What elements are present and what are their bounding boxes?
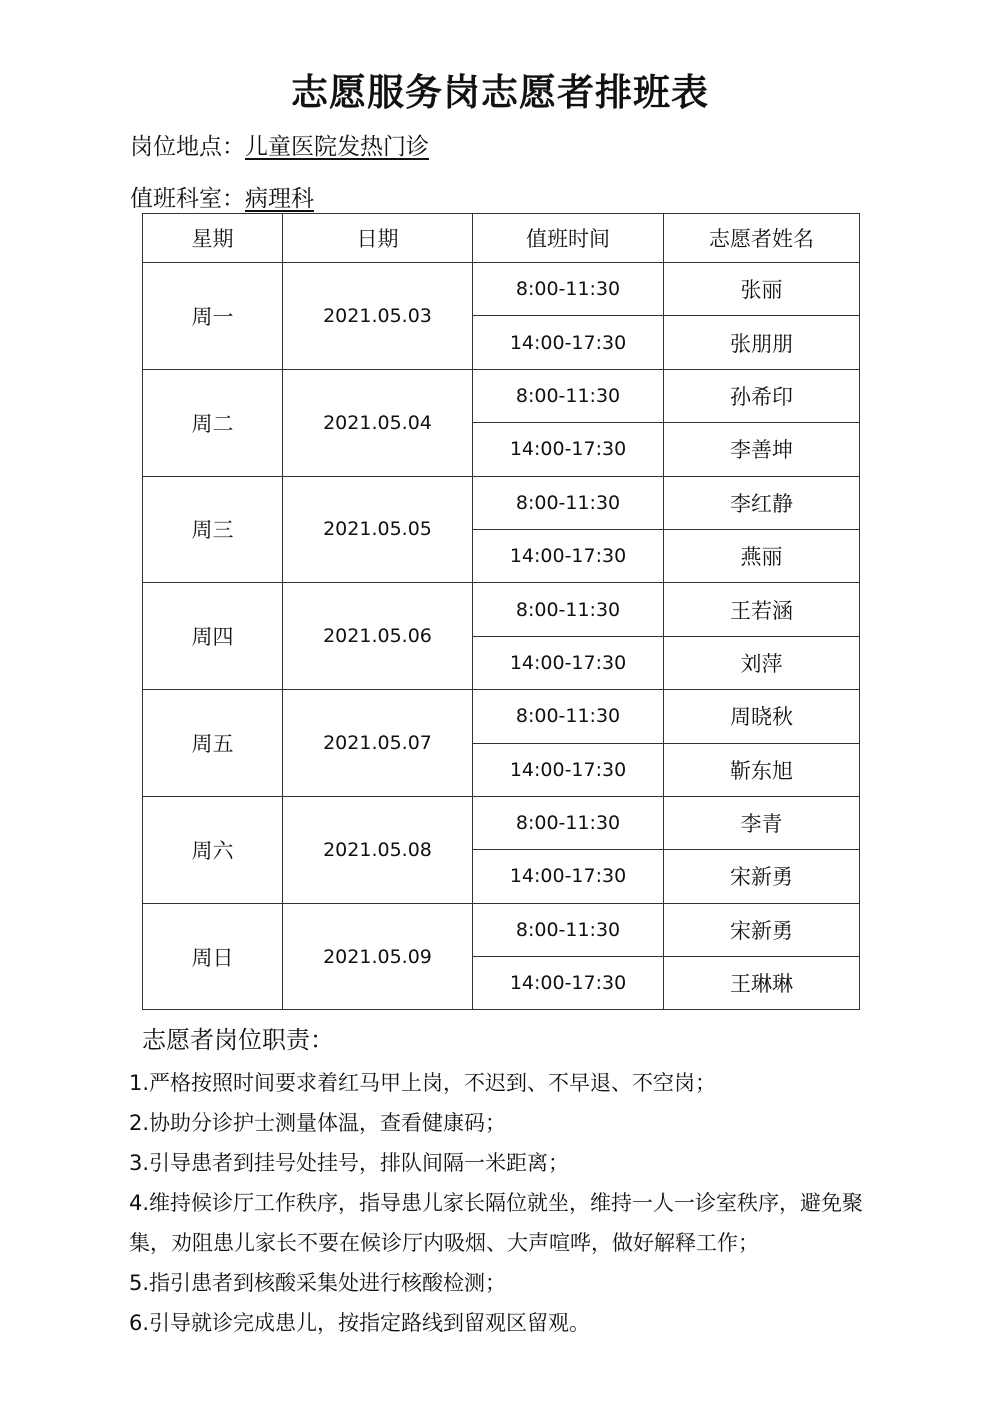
shift-time-cell: 14:00-17:30 xyxy=(473,316,664,369)
weekday-cell: 周日 xyxy=(143,903,283,1010)
volunteer-name-cell: 燕丽 xyxy=(664,529,860,582)
volunteer-name-cell: 李红静 xyxy=(664,476,860,529)
duties-list xyxy=(129,1063,879,1343)
table-header-row xyxy=(143,214,860,263)
duty-text: 协助分诊护士测量体温，查看健康码； xyxy=(149,1111,507,1135)
shift-time-cell: 14:00-17:30 xyxy=(473,423,664,476)
volunteer-name-cell: 张丽 xyxy=(664,263,860,316)
header-shift-time: 值班时间 xyxy=(473,214,664,263)
volunteer-name-cell: 张朋朋 xyxy=(664,316,860,369)
shift-time-cell: 8:00-11:30 xyxy=(473,369,664,422)
date-cell: 2021.05.03 xyxy=(283,263,473,370)
date-cell: 2021.05.06 xyxy=(283,583,473,690)
weekday-cell: 周二 xyxy=(143,369,283,476)
shift-time-cell: 14:00-17:30 xyxy=(473,957,664,1010)
table-row xyxy=(143,690,860,743)
duty-number: 4. xyxy=(129,1191,150,1215)
table-row xyxy=(143,796,860,849)
shift-time-cell: 14:00-17:30 xyxy=(473,636,664,689)
volunteer-name-cell: 宋新勇 xyxy=(664,903,860,956)
volunteer-name-cell: 刘萍 xyxy=(664,636,860,689)
shift-time-cell: 8:00-11:30 xyxy=(473,476,664,529)
weekday-cell: 周三 xyxy=(143,476,283,583)
duty-number: 6. xyxy=(129,1311,150,1335)
duty-text: 指引患者到核酸采集处进行核酸检测； xyxy=(149,1271,507,1295)
schedule-table xyxy=(142,213,860,1010)
weekday-cell: 周四 xyxy=(143,583,283,690)
shift-time-cell: 14:00-17:30 xyxy=(473,850,664,903)
duty-item xyxy=(129,1183,879,1263)
duty-item xyxy=(129,1143,879,1183)
duty-number: 2. xyxy=(129,1111,150,1135)
duty-number: 1. xyxy=(129,1071,150,1095)
shift-time-cell: 8:00-11:30 xyxy=(473,583,664,636)
header-volunteer-name: 志愿者姓名 xyxy=(664,214,860,263)
volunteer-name-cell: 靳东旭 xyxy=(664,743,860,796)
duty-item xyxy=(129,1103,879,1143)
duty-text: 引导患者到挂号处挂号，排队间隔一米距离； xyxy=(149,1151,570,1175)
duty-text: 严格按照时间要求着红马甲上岗，不迟到、不早退、不空岗； xyxy=(149,1071,717,1095)
table-row xyxy=(143,369,860,422)
duty-item xyxy=(129,1303,879,1343)
department-label: 值班科室： xyxy=(130,186,245,212)
location-line xyxy=(130,128,429,161)
duty-text: 引导就诊完成患儿，按指定路线到留观区留观。 xyxy=(149,1311,591,1335)
date-cell: 2021.05.05 xyxy=(283,476,473,583)
date-cell: 2021.05.09 xyxy=(283,903,473,1010)
volunteer-name-cell: 李善坤 xyxy=(664,423,860,476)
volunteer-name-cell: 孙希印 xyxy=(664,369,860,422)
department-value: 病理科 xyxy=(245,186,314,212)
date-cell: 2021.05.08 xyxy=(283,796,473,903)
volunteer-name-cell: 宋新勇 xyxy=(664,850,860,903)
volunteer-name-cell: 王琳琳 xyxy=(664,957,860,1010)
date-cell: 2021.05.07 xyxy=(283,690,473,797)
table-row xyxy=(143,476,860,529)
shift-time-cell: 8:00-11:30 xyxy=(473,263,664,316)
shift-time-cell: 14:00-17:30 xyxy=(473,743,664,796)
duty-item xyxy=(129,1063,879,1103)
department-line xyxy=(130,180,314,213)
table-row xyxy=(143,583,860,636)
shift-time-cell: 8:00-11:30 xyxy=(473,903,664,956)
weekday-cell: 周五 xyxy=(143,690,283,797)
duty-text: 维持候诊厅工作秩序，指导患儿家长隔位就坐，维持一人一诊室秩序，避免聚集，劝阻患儿家长不要在候诊厅内吸烟、大声喧哗，做好解释工作； xyxy=(129,1191,864,1255)
shift-time-cell: 8:00-11:30 xyxy=(473,796,664,849)
volunteer-name-cell: 李青 xyxy=(664,796,860,849)
weekday-cell: 周六 xyxy=(143,796,283,903)
duty-number: 5. xyxy=(129,1271,150,1295)
volunteer-name-cell: 王若涵 xyxy=(664,583,860,636)
header-weekday: 星期 xyxy=(143,214,283,263)
table-row xyxy=(143,263,860,316)
header-date: 日期 xyxy=(283,214,473,263)
volunteer-name-cell: 周晓秋 xyxy=(664,690,860,743)
weekday-cell: 周一 xyxy=(143,263,283,370)
shift-time-cell: 8:00-11:30 xyxy=(473,690,664,743)
date-cell: 2021.05.04 xyxy=(283,369,473,476)
table-row xyxy=(143,903,860,956)
duty-number: 3. xyxy=(129,1151,150,1175)
location-value: 儿童医院发热门诊 xyxy=(245,134,429,160)
document-title: 志愿服务岗志愿者排班表 xyxy=(291,70,709,114)
duty-item xyxy=(129,1263,879,1303)
location-label: 岗位地点： xyxy=(130,134,245,160)
duties-title: 志愿者岗位职责： xyxy=(142,1026,334,1054)
shift-time-cell: 14:00-17:30 xyxy=(473,529,664,582)
